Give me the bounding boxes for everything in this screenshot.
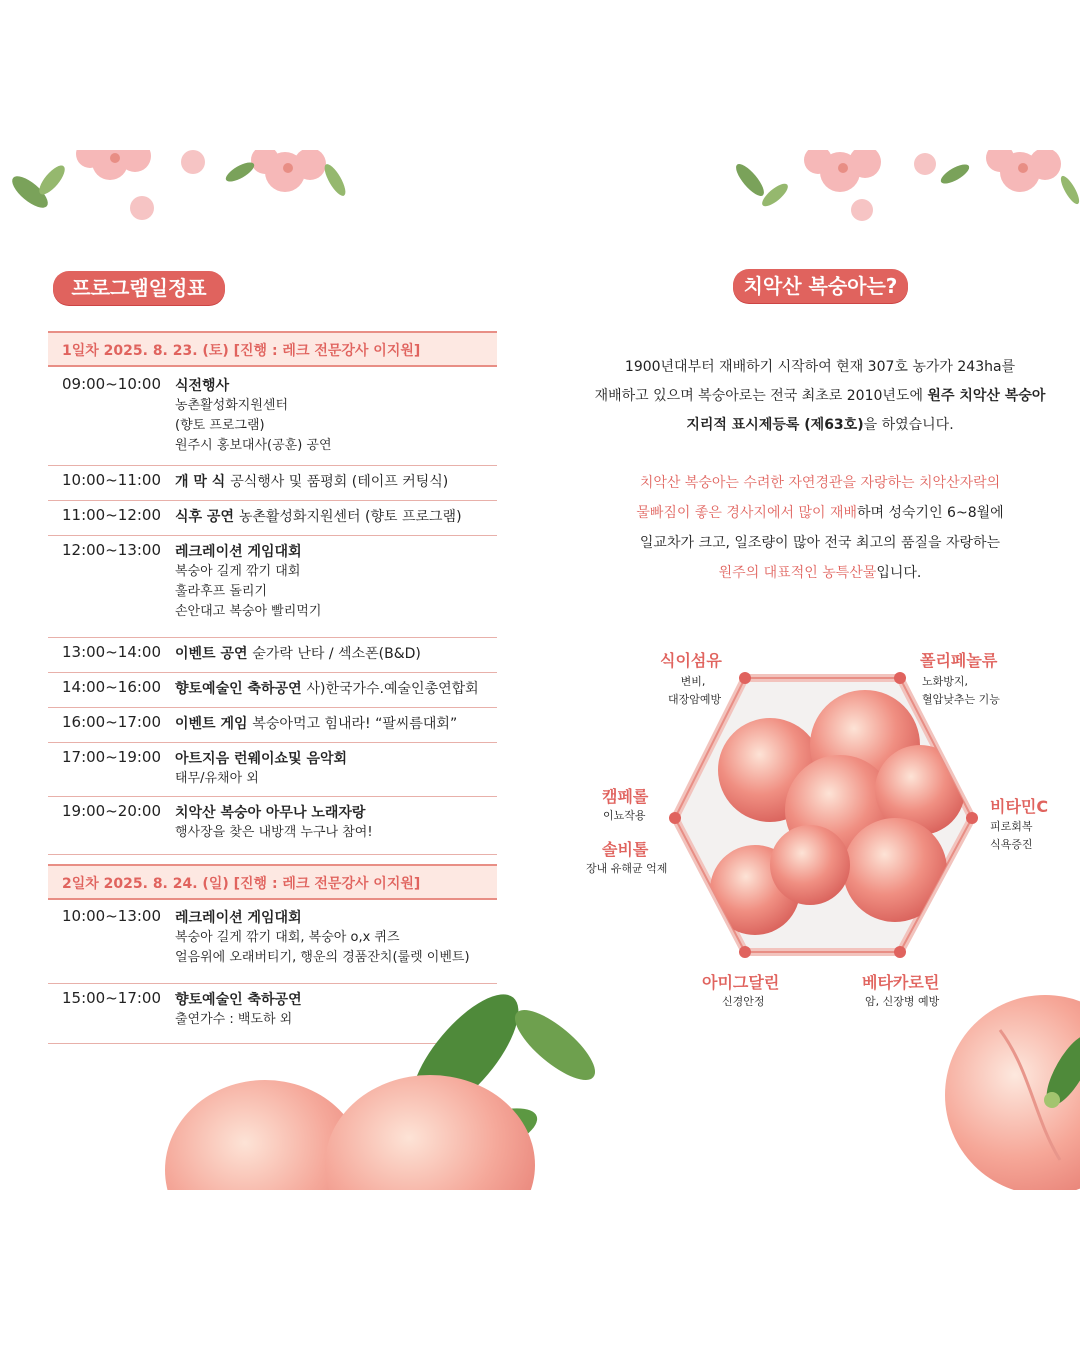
schedule-subitem: 복숭아 길게 깎기 대회 <box>175 564 301 579</box>
schedule-title-line <box>175 907 302 927</box>
pink-line-4-b: 입니다. <box>876 565 922 581</box>
schedule-time: 11:00~12:00 <box>62 506 162 524</box>
schedule-subitem: 농촌활성화지원센터 <box>175 398 289 413</box>
schedule-subitem: 출연가수 : 백도하 외 <box>175 1012 293 1027</box>
schedule-subitem: 복숭아 길게 깎기 대회, 복숭아 o,x 퀴즈 <box>175 930 400 945</box>
schedule-detail: 복숭아먹고 힘내라! “팔씨름대회” <box>252 716 458 732</box>
nutrient-desc-vitamin-c-2: 식욕증진 <box>990 838 1033 851</box>
schedule-title: 식후 공연 <box>175 509 234 525</box>
schedule-title: 레크레이션 게임대회 <box>175 544 302 560</box>
intro-line-2 <box>560 382 1080 411</box>
schedule-title: 치악산 복숭아 아무나 노래자랑 <box>175 805 366 821</box>
schedule-row <box>48 707 497 743</box>
schedule-detail: 숟가락 난타 / 섹소폰(B&D) <box>252 646 421 662</box>
schedule-row <box>48 369 497 466</box>
schedule-row <box>48 672 497 708</box>
peach-illustration-left <box>165 985 635 1190</box>
intro-line-3 <box>560 411 1080 440</box>
schedule-detail: 공식행사 및 품평회 (테이프 커팅식) <box>230 474 449 490</box>
blossom-decoration-right <box>700 150 1080 230</box>
intro-line-2-b: 원주 치악산 복숭아 <box>927 388 1046 404</box>
schedule-time: 19:00~20:00 <box>62 802 162 820</box>
schedule-time: 16:00~17:00 <box>62 713 162 731</box>
nutrient-name-fiber: 식이섬유 <box>660 651 722 670</box>
intro-line-3-b: 을 하였습니다. <box>863 417 954 433</box>
schedule-row <box>48 742 497 797</box>
schedule-time: 15:00~17:00 <box>62 989 162 1007</box>
schedule-title-line <box>175 506 462 526</box>
schedule-detail: 사)한국가수.예술인총연합회 <box>306 681 479 697</box>
pink-line-2 <box>560 498 1080 528</box>
schedule-subitem: (향토 프로그램) <box>175 418 265 433</box>
schedule-title: 향토예술인 축하공연 <box>175 681 302 697</box>
nutrient-name-vitamin-c: 비타민C <box>990 797 1049 816</box>
nutrient-desc-sorbitol: 장내 유해균 억제 <box>586 862 668 875</box>
pink-line-2-a: 물빠짐이 좋은 경사지에서 많이 재배 <box>636 505 858 521</box>
nutrient-desc-vitamin-c <box>990 818 1033 854</box>
schedule-detail: 농촌활성화지원센터 (향토 프로그램) <box>238 509 462 525</box>
nutrient-desc-polyphenol-1: 노화방지, <box>922 675 969 688</box>
schedule-title: 이벤트 공연 <box>175 646 248 662</box>
schedule-time: 17:00~19:00 <box>62 748 162 766</box>
nutrient-desc-vitamin-c-1: 피로회복 <box>990 820 1033 833</box>
schedule-title: 아트지음 런웨이쇼및 음악회 <box>175 751 348 767</box>
peach-illustration-right <box>940 990 1080 1190</box>
schedule-title-line <box>175 471 448 491</box>
intro-line-2-a: 재배하고 있으며 복숭아로는 전국 최초로 2010년도에 <box>594 388 928 404</box>
schedule-row <box>48 535 497 638</box>
schedule-subitem: 손안대고 복숭아 빨리먹기 <box>175 604 322 619</box>
schedule-title-line <box>175 541 302 561</box>
schedule-time: 09:00~10:00 <box>62 375 162 393</box>
pink-line-2-b: 하며 성숙기인 6~8월에 <box>857 505 1004 521</box>
pink-line-3: 일교차가 크고, 일조량이 많아 전국 최고의 품질을 자랑하는 <box>639 535 1001 551</box>
day2-header: 2일차 2025. 8. 24. (일) [진행 : 레크 전문강사 이지원] <box>48 864 497 900</box>
nutrient-desc-fiber-2: 대장암예방 <box>668 693 722 706</box>
peach-info-badge: 치악산 복숭아는? <box>733 269 908 303</box>
schedule-row <box>48 500 497 536</box>
schedule-title-line <box>175 375 229 395</box>
schedule-subitem: 원주시 홍보대사(공훈) 공연 <box>175 438 332 453</box>
nutrient-name-sorbitol: 솔비톨 <box>602 840 649 859</box>
intro-line-3-a: 지리적 표시제등록 (제63호) <box>686 417 864 433</box>
schedule-subitem: 태무/유채아 외 <box>175 771 259 786</box>
schedule-title: 이벤트 게임 <box>175 716 248 732</box>
nutrient-name-amygdalin: 아미그달린 <box>702 973 780 992</box>
schedule-time: 13:00~14:00 <box>62 643 162 661</box>
schedule-title-line <box>175 748 347 768</box>
day1-header: 1일차 2025. 8. 23. (토) [진행 : 레크 전문강사 이지원] <box>48 331 497 367</box>
pink-line-4-a: 원주의 대표적인 농특산물 <box>718 565 877 581</box>
schedule-row <box>48 637 497 673</box>
blossom-decoration-left <box>0 150 360 230</box>
nutrient-name-polyphenol: 폴리페놀류 <box>920 651 998 670</box>
schedule-time: 10:00~13:00 <box>62 907 162 925</box>
schedule-title-line <box>175 802 365 822</box>
schedule-subitem: 얼음위에 오래버티기, 행운의 경품잔치(룰렛 이벤트) <box>175 950 470 965</box>
pink-line-1: 치악산 복숭아는 수려한 자연경관을 자랑하는 치악산자락의 <box>639 475 1001 491</box>
schedule-row <box>48 796 497 855</box>
schedule-title-line <box>175 678 479 698</box>
nutrient-name-beta-carotene: 베타카로틴 <box>862 973 940 992</box>
schedule-time: 10:00~11:00 <box>62 471 162 489</box>
schedule-title-line <box>175 643 421 663</box>
intro-line-1: 1900년대부터 재배하기 시작하여 현재 307호 농가가 243ha를 <box>624 359 1016 375</box>
schedule-title: 향토예술인 축하공연 <box>175 992 302 1008</box>
schedule-subitem: 행사장을 찾은 내방객 누구나 참여! <box>175 825 373 840</box>
nutrient-desc-kaempferol: 이뇨작용 <box>603 809 646 822</box>
nutrient-name-kaempferol: 캠페롤 <box>602 787 649 806</box>
nutrient-desc-beta-carotene: 암, 신장병 예방 <box>865 995 940 1008</box>
nutrient-desc-fiber <box>668 673 722 709</box>
schedule-title: 레크레이션 게임대회 <box>175 910 302 926</box>
nutrient-desc-polyphenol <box>922 673 1000 709</box>
pink-line-4 <box>560 558 1080 588</box>
schedule-subitem: 훌라후프 돌리기 <box>175 584 268 599</box>
schedule-row <box>48 465 497 501</box>
schedule-time: 14:00~16:00 <box>62 678 162 696</box>
program-schedule-badge: 프로그램일정표 <box>53 271 225 305</box>
schedule-title: 식전행사 <box>175 378 230 394</box>
nutrient-desc-fiber-1: 변비, <box>680 675 706 688</box>
nutrient-desc-polyphenol-2: 혈압낮추는 기능 <box>922 693 1000 706</box>
schedule-title-line <box>175 713 457 733</box>
schedule-time: 12:00~13:00 <box>62 541 162 559</box>
nutrient-desc-amygdalin: 신경안정 <box>722 995 765 1008</box>
schedule-row <box>48 901 497 984</box>
schedule-title: 개 막 식 <box>175 474 226 490</box>
